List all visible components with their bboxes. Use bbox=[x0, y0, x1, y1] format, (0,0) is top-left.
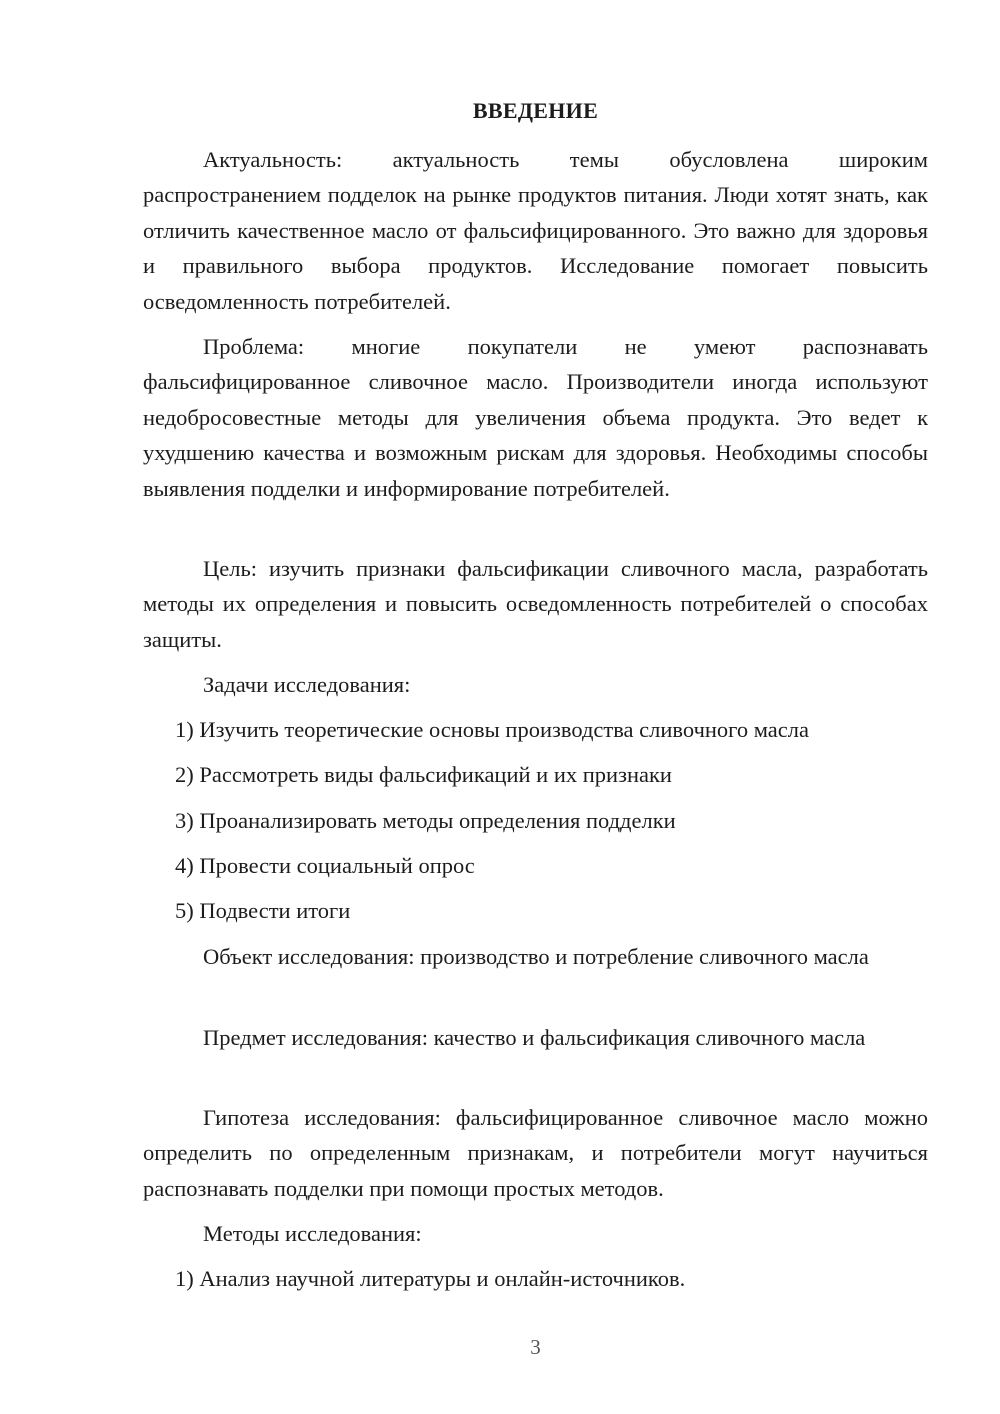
method-list-item: 1) Анализ научной литературы и онлайн-источников. bbox=[175, 1266, 686, 1291]
methods-heading: Методы исследования: bbox=[203, 1221, 422, 1246]
subject-paragraph: Предмет исследования: качество и фальсификация сливочного масла bbox=[203, 1025, 866, 1050]
tasks-heading: Задачи исследования: bbox=[203, 672, 411, 697]
task-list-item: 1) Изучить теоретические основы производства сливочного масла bbox=[175, 717, 809, 742]
relevance-paragraph: Актуальность: актуальность темы обусловлена широким распространением подделок на рынке продуктов питания. Люди хотят знать, как отличить качественное масло от фальсифицированного. Это важно для здоровья и правильного выбора продуктов. Исследование помогает повысить осведомленность потребителей. bbox=[143, 147, 928, 314]
page-number: 3 bbox=[530, 1335, 541, 1359]
problem-paragraph: Проблема: многие покупатели не умеют распознавать фальсифицированное сливочное масло. Производители иногда используют недобросовестные методы для увеличения объема продукта. Это ведет к ухудшению качества и возможным рискам для здоровья. Необходимы способы выявления подделки и информирование потребителей. bbox=[143, 334, 928, 501]
goal-paragraph: Цель: изучить признаки фальсификации сливочного масла, разработать методы их определения и повысить осведомленность потребителей о способах защиты. bbox=[143, 556, 928, 652]
hypothesis-paragraph: Гипотеза исследования: фальсифицированное сливочное масло можно определить по определенным признакам, и потребители могут научиться распознавать подделки при помощи простых методов. bbox=[143, 1105, 928, 1201]
object-paragraph: Объект исследования: производство и потребление сливочного масла bbox=[203, 944, 869, 969]
task-list-item: 4) Провести социальный опрос bbox=[175, 853, 475, 878]
task-list-item: 2) Рассмотреть виды фальсификаций и их признаки bbox=[175, 762, 672, 787]
task-list-item: 5) Подвести итоги bbox=[175, 898, 351, 923]
page-title: ВВЕДЕНИЕ bbox=[472, 98, 599, 123]
task-list-item: 3) Проанализировать методы определения подделки bbox=[175, 808, 676, 833]
